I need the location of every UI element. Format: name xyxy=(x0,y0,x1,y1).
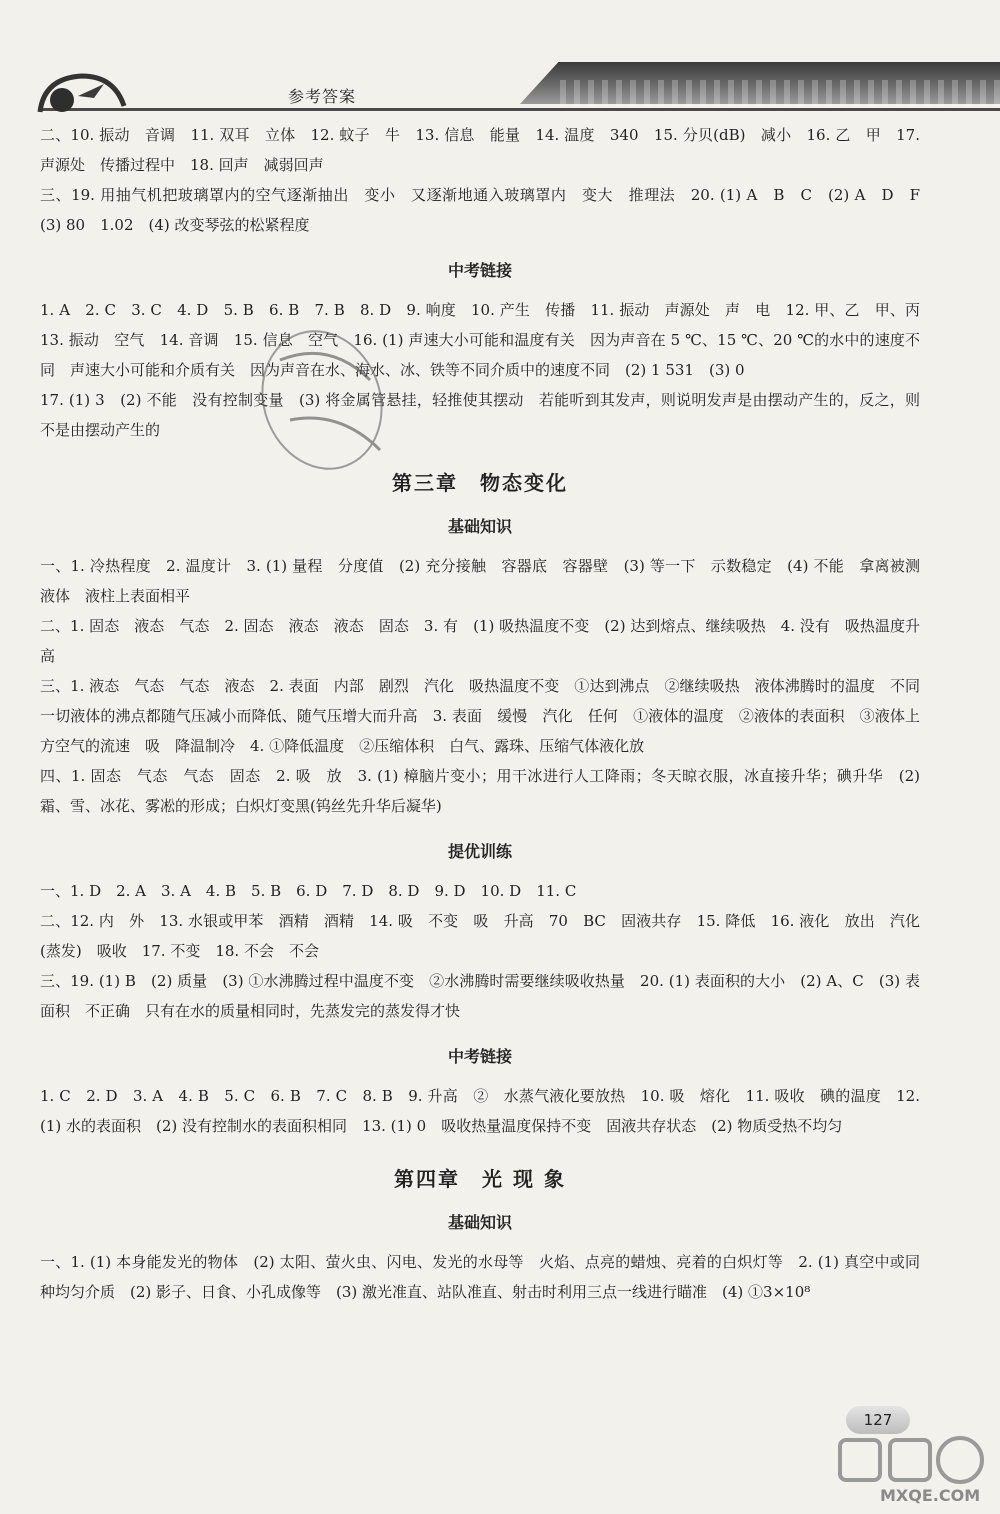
chapter-title: 第三章 物态变化 xyxy=(392,471,568,495)
answer-paragraph: 二、1. 固态 液态 气态 2. 固态 液态 液态 固态 3. 有 (1) 吸热温度不变 (2) 达到熔点、继续吸热 4. 没有 吸热温度升高 xyxy=(40,617,920,665)
section-title: 中考链接 xyxy=(447,261,512,280)
answer-paragraph: 三、1. 液态 气态 气态 液态 2. 表面 内部 剧烈 汽化 吸热温度不变 ①达到沸点 ②继续吸热 液体沸腾时的温度 不同 一切液体的沸点都随气压减小而降低、随气压增大而升高 3. 表面 缓慢 汽化 任何 ①液体的温度 ②液体的表面积 ③液体上方空气的流速 吸 降温制冷 4. ①降低温度 ②压缩体积 白气、露珠、压缩气体液化放 xyxy=(40,677,936,755)
header-title: 参考答案 xyxy=(288,87,357,106)
answer-paragraph: 三、19. 用抽气机把玻璃罩内的空气逐渐抽出 变小 又逐渐地通入玻璃罩内 变大 推理法 20. (1) A B C (2) A D F (3) 80 1.02 (4) 改变琴弦的松紧程度 xyxy=(40,186,936,234)
answer-paragraph: 三、19. (1) B (2) 质量 (3) ①水沸腾过程中温度不变 ②水沸腾时需要继续吸收热量 20. (1) 表面积的大小 (2) A、C (3) 表面积 不正确 只有在水的质量相同时，先蒸发完的蒸发得才快 xyxy=(40,972,920,1020)
page-number: 127 xyxy=(846,1406,910,1434)
answer-paragraph: 17. (1) 3 (2) 不能 没有控制变量 (3) 将金属管悬挂，轻推使其摆动 若能听到其发声，则说明发声是由摆动产生的，反之，则不是由摆动产生的 xyxy=(40,391,920,439)
stamp-watermark xyxy=(250,320,400,480)
answer-paragraph: 1. A 2. C 3. C 4. D 5. B 6. B 7. B 8. D 9. 响度 10. 产生 传播 11. 振动 声源处 声 电 12. 甲、乙 甲、丙 13. 振动 空气 14. 音调 15. 信息 空气 16. (1) 声速大小可能和温度有关 因为声音在 5 ℃、15 ℃、20 ℃的水中的速度不同 声速大小可能和介质有关 因为声音在水、海水、冰、铁等不同介质中的速度不同 (2) 1 531 (3) 0 xyxy=(40,301,936,379)
site-watermark-text: MXQE.COM xyxy=(880,1486,981,1505)
header-logo-icon xyxy=(34,70,129,114)
answer-paragraph: 四、1. 固态 气态 气态 固态 2. 吸 放 3. (1) 樟脑片变小；用干冰进行人工降雨；冬天晾衣服，冰直接升华；碘升华 (2) 霜、雪、冰花、雾凇的形成；白炽灯变黑(钨丝先升华后凝华) xyxy=(40,767,920,815)
answer-paragraph: 二、12. 内 外 13. 水银或甲苯 酒精 酒精 14. 吸 不变 吸 升高 70 BC 固液共存 15. 降低 16. 液化 放出 汽化(蒸发) 吸收 17. 不变 18. 不会 不会 xyxy=(40,912,920,960)
answer-paragraph: 一、1. D 2. A 3. A 4. B 5. B 6. D 7. D 8. D 9. D 10. D 11. C xyxy=(40,882,577,900)
answer-paragraph: 二、10. 振动 音调 11. 双耳 立体 12. 蚊子 牛 13. 信息 能量 14. 温度 340 15. 分贝(dB) 减小 16. 乙 甲 17. 声源处 传播过程中 18. 回声 减弱回声 xyxy=(40,126,920,174)
section-title: 提优训练 xyxy=(447,842,512,861)
chapter-title: 第四章 光 现 象 xyxy=(394,1167,566,1191)
header-pattern xyxy=(560,80,1000,106)
header-rule xyxy=(40,108,1000,111)
answer-paragraph: 一、1. 冷热程度 2. 温度计 3. (1) 量程 分度值 (2) 充分接触 容器底 容器壁 (3) 等一下 示数稳定 (4) 不能 拿离被测液体 液柱上表面相平 xyxy=(40,557,920,605)
answer-paragraph: 1. C 2. D 3. A 4. B 5. C 6. B 7. C 8. B 9. 升高 ② 水蒸气液化要放热 10. 吸 熔化 11. 吸收 碘的温度 12. (1) 水的表面积 (2) 没有控制水的表面积相同 13. (1) 0 吸收热量温度保持不变 固液共存状态 (2) 物质受热不均匀 xyxy=(40,1087,920,1135)
section-title: 基础知识 xyxy=(447,517,512,536)
answer-content xyxy=(40,120,936,1307)
answer-paragraph: 一、1. (1) 本身能发光的物体 (2) 太阳、萤火虫、闪电、发光的水母等 火焰、点亮的蜡烛、亮着的白炽灯等 2. (1) 真空中或同种均匀介质 (2) 影子、日食、小孔成像等 (3) 激光准直、站队准直、射击时利用三点一线进行瞄准 (4) ①3×10⁸ xyxy=(40,1253,920,1301)
page-header xyxy=(0,0,1000,120)
section-title: 中考链接 xyxy=(447,1047,512,1066)
section-title: 基础知识 xyxy=(447,1213,512,1232)
